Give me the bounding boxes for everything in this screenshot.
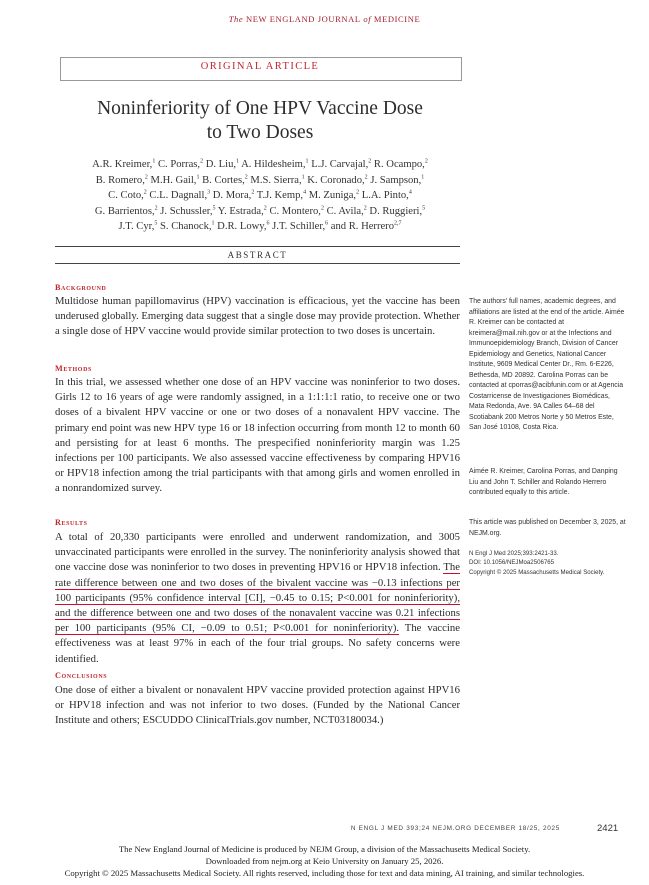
contributors-note: Aimée R. Kreimer, Carolina Porras, and Danping Liu and John T. Schiller and Rolando Herrero contributed equally to this article.	[469, 468, 618, 496]
methods-heading: Methods	[55, 364, 92, 373]
footer-produced-by: The New England Journal of Medicine is produced by NEJM Group, a division of the Massachusetts Medical Society.	[118, 844, 531, 854]
citation: N Engl J Med 2025;393:2421-33.	[469, 550, 559, 557]
article-title	[40, 97, 480, 145]
methods-text: In this trial, we assessed whether one dose of an HPV vaccine was noninferior to two doses. Girls 12 to 16 years of age were randomly assigned, in a 1:1:1:1 ratio, to receive one or two doses of a bivalent HPV vaccine or one or two doses of a nonavalent HPV vaccine. The primary end point was new HPV type 16 or 18 infection occurring from month 12 to month 60 and persisting for at least 6 months. The prespecified noninferiority margin was 1.25 infections per 100 participants. We also assessed vaccine effectiveness by comparing HPV16 or HPV18 infection among the trial participants with that among girls and women enrolled in a nonrandomized survey.	[55, 376, 460, 495]
journal-issue-line: N ENGL J MED 393;24 NEJM.ORG DECEMBER 18/25, 2025	[350, 825, 560, 832]
title-line-2: to Two Doses	[206, 122, 314, 143]
results-text-pre: A total of 20,330 participants were enrolled and underwent randomization, and 3005 unvaccinated participants were enrolled in the survey. The noninferiority analysis showed that one vaccine dose was noninferior to two doses in preventing HPV16 or HPV18 infection.	[55, 531, 460, 574]
sidebar-copyright: Copyright © 2025 Massachusetts Medical Society.	[469, 569, 605, 576]
results-highlighted-text: The rate difference between one and two doses of the bivalent vaccine was −0.13 infections per 100 participants (95% confidence interval [CI], −0.45 to 0.15; P<0.001 for noninferiority), and the difference between one and two doses of the nonavalent vaccine was 0.21 infections per 100 participants (95% CI, −0.09 to 0.51; P<0.001 for noninferiority).	[55, 561, 460, 635]
title-line-1: Noninferiority of One HPV Vaccine Dose	[97, 98, 423, 119]
footer-copyright: Copyright © 2025 Massachusetts Medical Society. All rights reserved, including those for text and data mining, AI training, and similar technologies.	[64, 868, 585, 878]
masthead-prefix: The	[228, 14, 246, 24]
background-text: Multidose human papillomavirus (HPV) vaccination is efficacious, yet the vaccine has been underused globally. Emerging data suggest that a single dose may provide protection. Whether a single dose of HPV vaccine would provide similar protection to two doses is uncertain.	[55, 295, 460, 338]
masthead-of: of	[360, 14, 374, 24]
background-heading: Background	[55, 283, 107, 292]
abstract-rule-top	[55, 246, 460, 247]
conclusions-heading: Conclusions	[55, 671, 108, 680]
author-affiliations-note: The authors’ full names, academic degrees, and affiliations are listed at the end of the article. Aimée R. Kreimer can be contacted at kreimera@mail.nih.gov or at the Infections and Immunoepidemiology Branch, Division of Cancer Epidemiology and Genetics, National Cancer Institute, 9609 Medical Center Dr., Rm. 6-E226, Bethesda, MD 20892. Carolina Porras can be contacted at cporras@acibfunin.com or at Agencia Costarricense de Investigaciones Biomédicas, Mata Redonda, Ave. 9A Calles 64–68 del Scotiabank 200 Metros Norte y 50 Metros Este, San José 10108, Costa Rica.	[469, 298, 625, 431]
article-type-label: ORIGINAL ARTICLE	[200, 61, 320, 72]
abstract-heading: ABSTRACT	[227, 250, 288, 260]
results-heading: Results	[55, 518, 88, 527]
conclusions-text: One dose of either a bivalent or nonavalent HPV vaccine provided protection against HPV16 or HPV18 infection and was not inferior to two doses. (Funded by the National Cancer Institute and others; ESCUDDO ClinicalTrials.gov number, NCT03180034.)	[55, 684, 460, 727]
publication-note: This article was published on December 3, 2025, at NEJM.org.	[469, 519, 626, 537]
results-text	[55, 530, 460, 667]
abstract-rule-bottom	[55, 263, 460, 264]
masthead-end: MEDICINE	[373, 14, 421, 24]
masthead-main: NEW ENGLAND JOURNAL	[246, 14, 361, 24]
page-number: 2421	[597, 823, 619, 834]
footer-downloaded: Downloaded from nejm.org at Keio University on January 25, 2026.	[205, 856, 444, 866]
results-text-post: The vaccine effectiveness was at least 97% in each of the four trial groups. No safety concerns were identified.	[55, 622, 460, 665]
author-list: A.R. Kreimer,$^1$ C. Porras,$^2$ D. Liu,$^1$ A. Hildesheim,$^1$ L.J. Carvajal,$^2$ R. Ocampo,$^2$ B. Romero,$^2$ M.H. Gail,$^1$ B. Cortes,$^2$ M.S. Sierra,$^1$ K. Coronado,$^2$ J. Sampson,$^1$ C. Coto,$^2$ C.L. Dagnall,$^3$ D. Mora,$^2$ T.J. Kemp,$^4$ M. Zuniga,$^2$ L.A. Pinto,$^4$ G. Barrientos,$^2$ J. Schussler,$^5$ Y. Estrada,$^2$ C. Montero,$^2$ C. Avila,$^2$ D. Ruggieri,$^5$ J.T. Cyr,$^5$ S. Chanock,$^1$ D.R. Lowy,$^6$ J.T. Schiller,$^6$ and R. Herrero$^{2,7}$	[92, 158, 428, 233]
journal-masthead	[0, 14, 649, 24]
doi: DOI: 10.1056/NEJMoa2506765	[469, 559, 555, 566]
